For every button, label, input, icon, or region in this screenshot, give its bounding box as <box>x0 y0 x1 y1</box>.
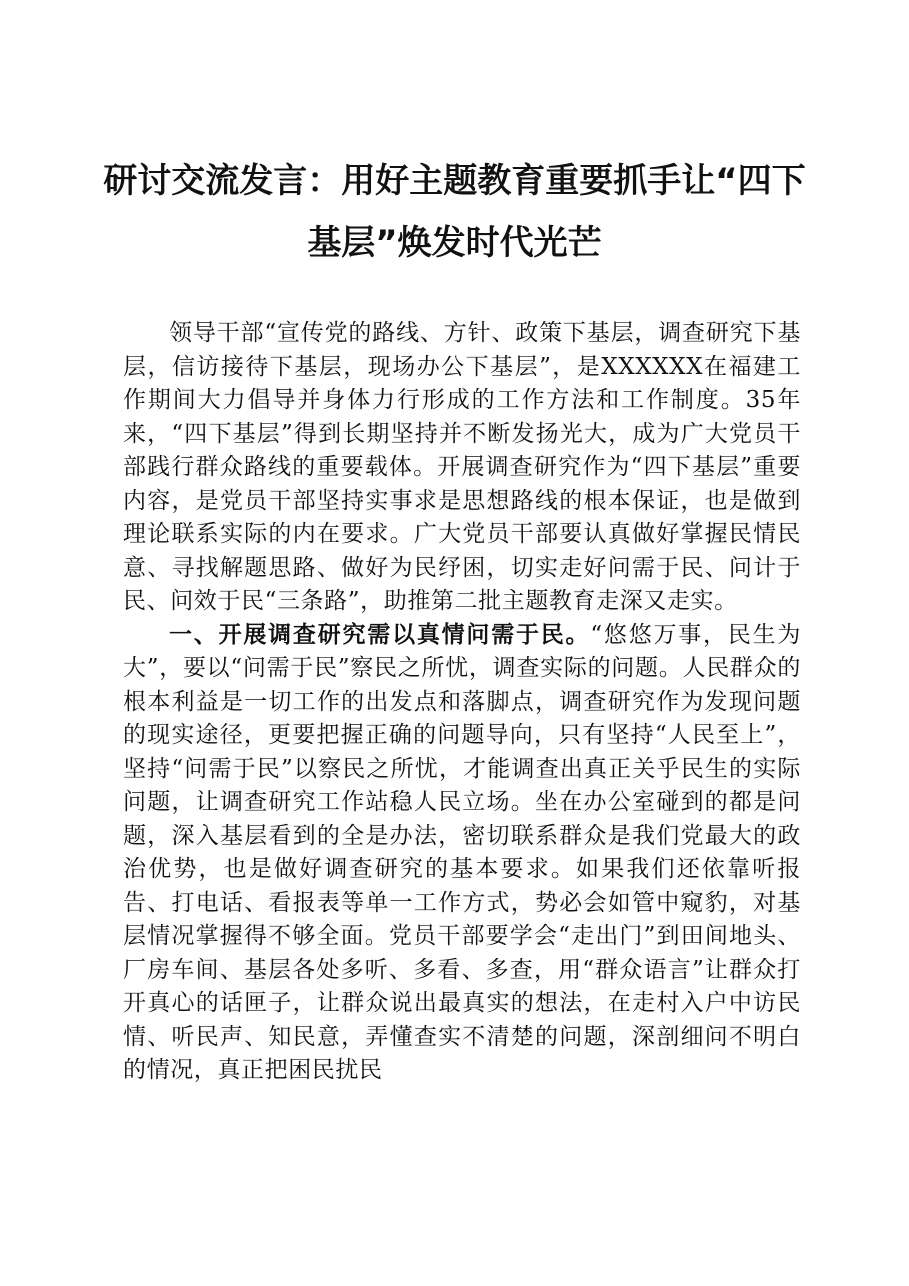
document-body <box>123 317 801 1088</box>
section-heading: 一、开展调查研究需以真情问需于民。 <box>169 621 591 648</box>
paragraph-text: “悠悠万事，民生为大”，要以“问需于民”察民之所忧，调查实际的问题。人民群众的根本利益是一切工作的出发点和落脚点，调查研究作为发现问题的现实途径，更要把握正确的问题导向，只有坚持“人民至上”，坚持“问需于民”以察民之所忧，才能调查出真正关乎民生的实际问题，让调查研究工作站稳人民立场。坐在办公室碰到的都是问题，深入基层看到的全是办法，密切联系群众是我们党最大的政治优势，也是做好调查研究的基本要求。如果我们还依靠听报告、打电话、看报表等单一工作方式，势必会如管中窥豹，对基层情况掌握得不够全面。党员干部要学会“走出门”到田间地头、厂房车间、基层各处多听、多看、多查，用“群众语言”让群众打开真心的话匣子，让群众说出最真实的想法，在走村入户中访民情、听民声、知民意，弄懂查实不清楚的问题，深剖细问不明白的情况，真正把困民扰民 <box>123 621 801 1083</box>
document-title: 研讨交流发言：用好主题教育重要抓手让“四下基层”焕发时代光芒 <box>103 161 806 263</box>
paragraph-intro <box>123 317 801 619</box>
paragraph-section-1 <box>123 619 801 1088</box>
paragraph-text: 领导干部“宣传党的路线、方针、政策下基层，调查研究下基层，信访接待下基层，现场办公下基层”，是XXXXXX在福建工作期间大力倡导并身体力行形成的工作方法和工作制度。35年来，“四下基层”得到长期坚持并不断发扬光大，成为广大党员干部践行群众路线的重要载体。开展调查研究作为“四下基层”重要内容，是党员干部坚持实事求是思想路线的根本保证，也是做到理论联系实际的内在要求。广大党员干部要认真做好掌握民情民意、寻找解题思路、做好为民纾困，切实走好问需于民、问计于民、问效于民“三条路”，助推第二批主题教育走深又走实。 <box>123 320 801 614</box>
